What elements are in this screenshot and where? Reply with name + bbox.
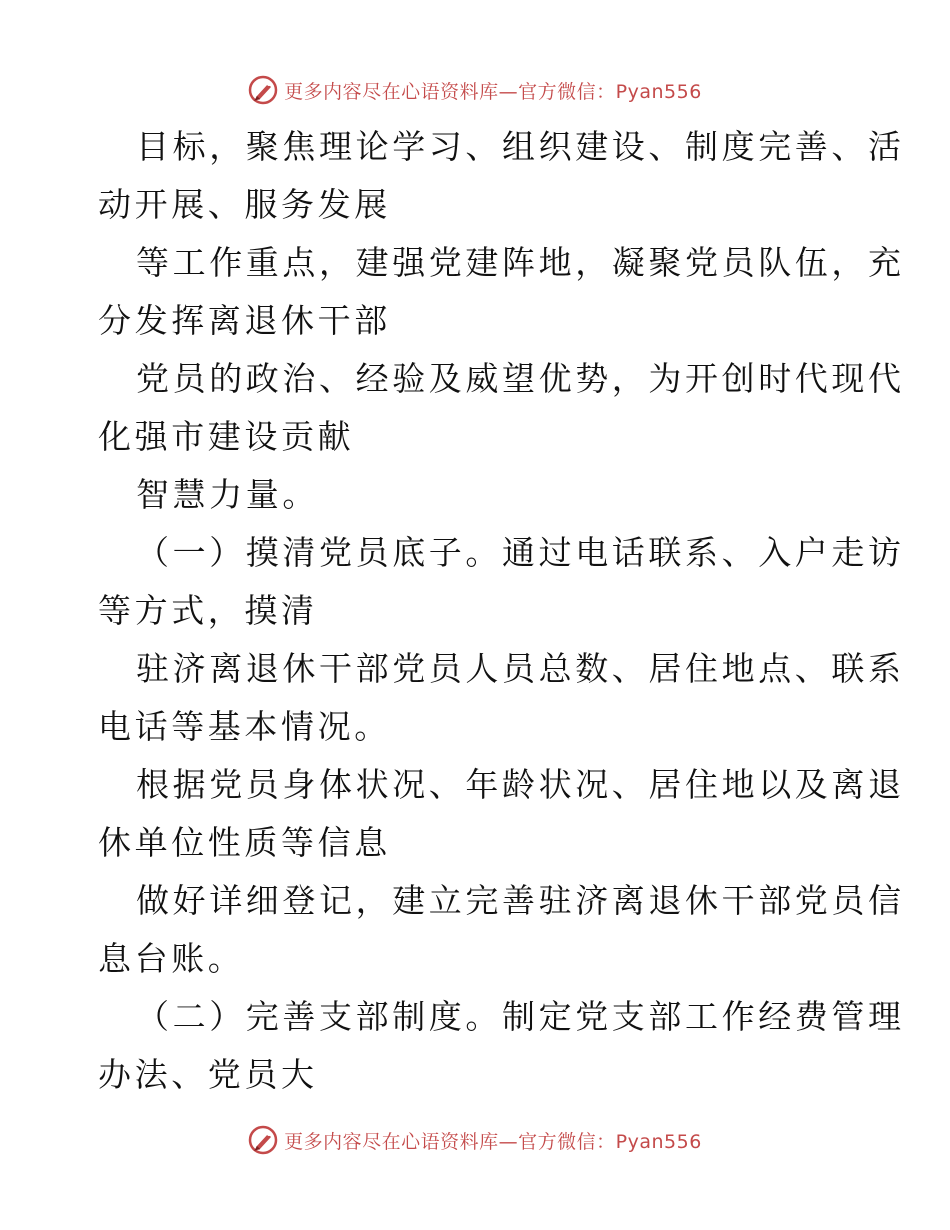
paragraph-line: 休单位性质等信息 bbox=[98, 823, 391, 862]
paragraph-line: （一）摸清党员底子。通过电话联系、入户走访 bbox=[136, 533, 905, 572]
quill-logo-icon bbox=[248, 75, 278, 105]
footer-banner-text: 更多内容尽在心语资料库—官方微信：Pyan556 bbox=[284, 1130, 702, 1153]
paragraph-line: 根据党员身体状况、年龄状况、居住地以及离退 bbox=[136, 765, 905, 804]
paragraph-line: 电话等基本情况。 bbox=[98, 707, 391, 746]
paragraph-line: 智慧力量。 bbox=[136, 475, 319, 514]
paragraph-line: 等工作重点，建强党建阵地，凝聚党员队伍，充 bbox=[136, 243, 905, 282]
paragraph-line: 等方式，摸清 bbox=[98, 591, 318, 630]
paragraph-line: 做好详细登记，建立完善驻济离退休干部党员信 bbox=[136, 881, 905, 920]
paragraph-line: （二）完善支部制度。制定党支部工作经费管理 bbox=[136, 997, 905, 1036]
paragraph-line: 目标，聚焦理论学习、组织建设、制度完善、活 bbox=[136, 127, 905, 166]
quill-logo-icon bbox=[248, 1125, 278, 1155]
paragraph-line: 办法、党员大 bbox=[98, 1055, 318, 1094]
paragraph-line: 息台账。 bbox=[98, 939, 245, 978]
paragraph-line: 动开展、服务发展 bbox=[98, 185, 391, 224]
document-body bbox=[98, 118, 905, 1104]
header-banner bbox=[0, 70, 950, 110]
paragraph-line: 化强市建设贡献 bbox=[98, 417, 355, 456]
paragraph-line: 驻济离退休干部党员人员总数、居住地点、联系 bbox=[136, 649, 905, 688]
paragraph-line: 分发挥离退休干部 bbox=[98, 301, 391, 340]
footer-banner bbox=[0, 1120, 950, 1160]
paragraph-line: 党员的政治、经验及威望优势，为开创时代现代 bbox=[136, 359, 905, 398]
header-banner-text: 更多内容尽在心语资料库—官方微信：Pyan556 bbox=[284, 80, 702, 103]
